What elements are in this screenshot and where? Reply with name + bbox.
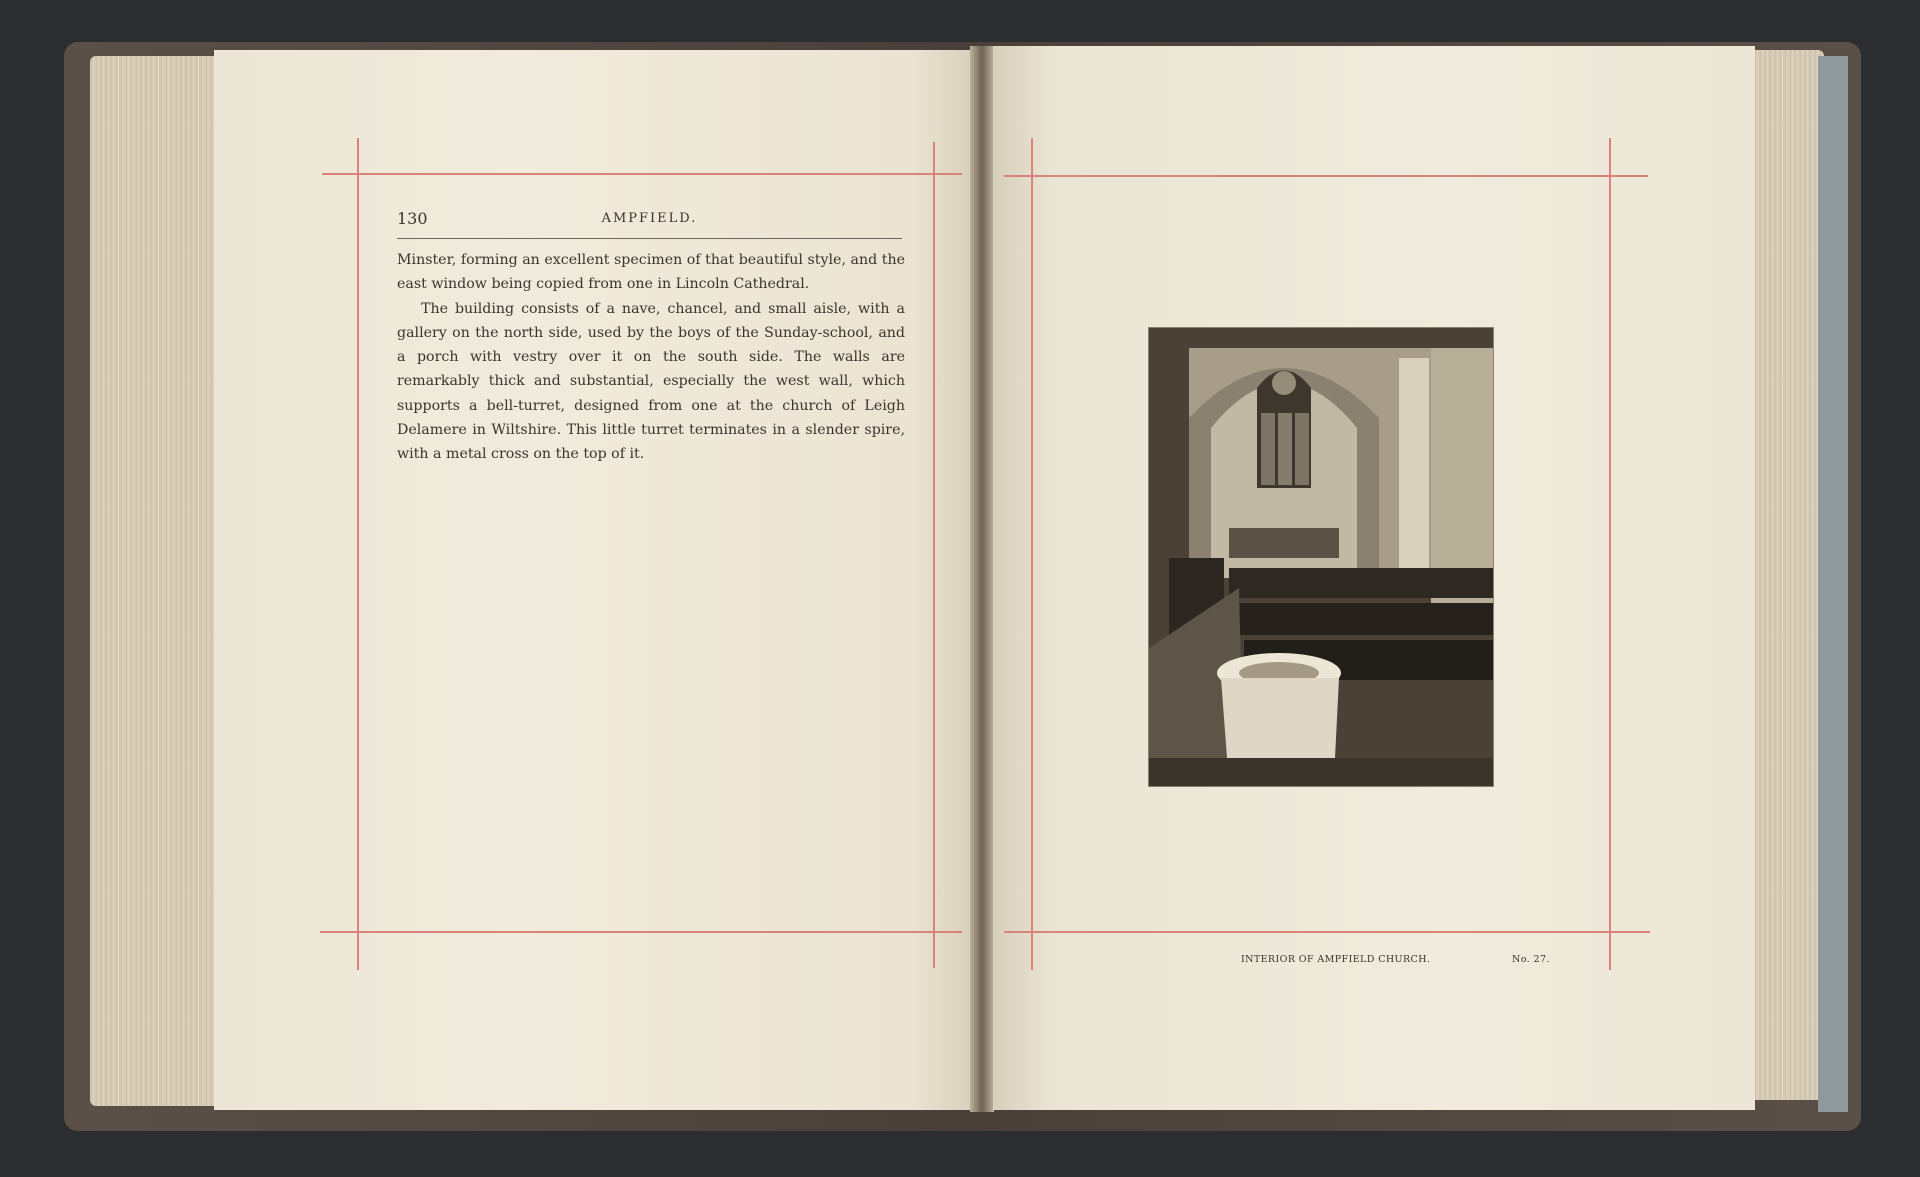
- right-frame-bottom-rule: [1004, 931, 1650, 933]
- left-frame-left-rule: [357, 138, 359, 970]
- page-number: 130: [397, 209, 428, 228]
- plate-caption: INTERIOR OF AMPFIELD CHURCH.: [1241, 954, 1431, 965]
- page-edges-left: [90, 56, 216, 1106]
- left-frame-top-rule: [322, 173, 962, 175]
- right-frame-left-rule: [1031, 138, 1033, 970]
- body-text: [397, 248, 905, 467]
- church-interior-photograph: [1149, 328, 1493, 786]
- paragraph: The building consists of a nave, chancel, and small aisle, with a gallery on the north side, used by the boys of the Sunday-school, and a porch with vestry over it on the south side. The walls are remarkably thick and substantial, especially the west wall, which supports a bell-turret, designed from one at the church of Leigh Delamere in Wiltshire. This little turret terminates in a slender spire, with a metal cross on the top of it.: [397, 300, 905, 463]
- right-frame-right-rule: [1609, 138, 1611, 970]
- paragraph: Minster, forming an excellent specimen of that beautiful style, and the east window being copied from one in Lincoln Cathedral.: [397, 252, 905, 293]
- book-gutter: [970, 46, 994, 1112]
- right-frame-top-rule: [1004, 175, 1648, 177]
- left-frame-right-rule: [933, 142, 935, 968]
- photograph-image: [1149, 328, 1493, 786]
- running-head-title: AMPFIELD.: [601, 211, 698, 226]
- running-head: [397, 206, 902, 236]
- cover-cloth-right: [1818, 56, 1848, 1112]
- page-edges-right: [1754, 50, 1824, 1100]
- running-head-rule: [397, 238, 902, 239]
- left-frame-bottom-rule: [320, 931, 962, 933]
- plate-number: No. 27.: [1512, 954, 1550, 965]
